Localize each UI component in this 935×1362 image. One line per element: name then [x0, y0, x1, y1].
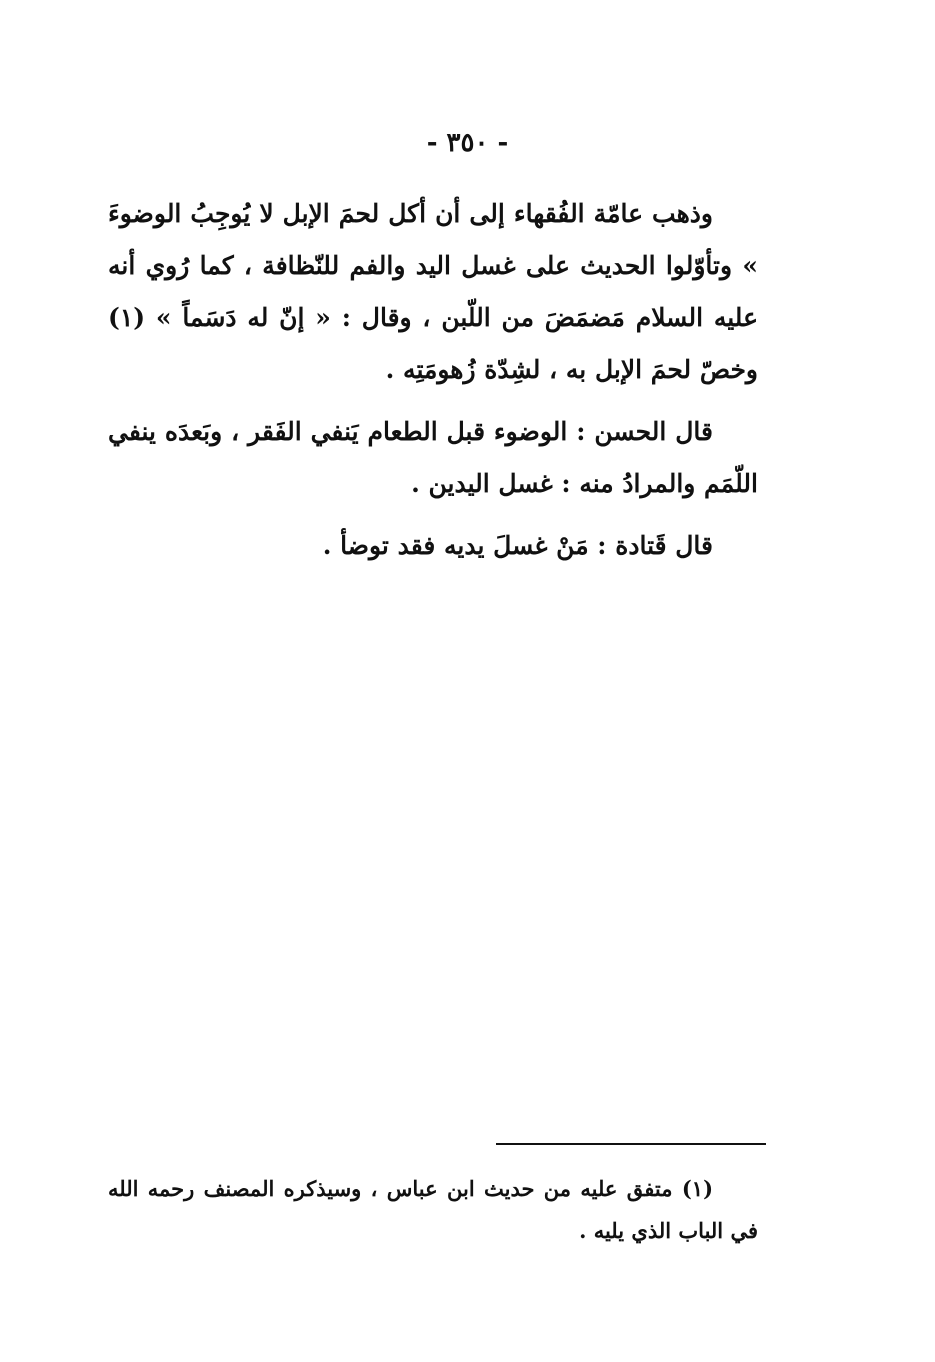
main-text	[108, 188, 758, 572]
footnote-divider	[496, 1143, 766, 1145]
paragraph: قال الحسن : الوضوء قبل الطعام يَنفي الفَقر ، وبَعدَه ينفي اللّمَم والمرادُ منه : غسل اليدين .	[108, 417, 758, 498]
paragraph: وذهب عامّة الفُقهاء إلى أن أكل لحمَ الإبل لا يُوجِبُ الوضوءَ » وتأوّلوا الحديث على غسل اليد والفم للنّظافة ، كما رُوي أنه عليه السلام مَضمَضَ من اللّبن ، وقال : « إنّ له دَسَماً » (١) وخصّ لحمَ الإبل به ، لشِدّة زُهومَتِه .	[108, 199, 758, 384]
footnote-text: (١) متفق عليه من حديث ابن عباس ، وسيذكره المصنف رحمه الله في الباب الذي يليه .	[108, 1176, 758, 1243]
footnote	[108, 1168, 758, 1252]
page-number: - ٣٥٠ -	[426, 128, 509, 158]
paragraph: قال قَتادة : مَنْ غسلَ يديه فقد توضأ .	[322, 531, 713, 560]
